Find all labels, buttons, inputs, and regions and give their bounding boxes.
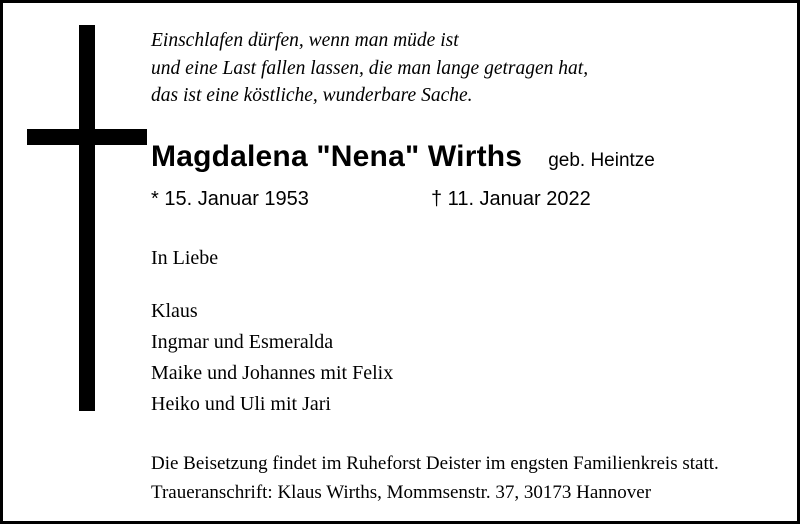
cross-icon [21, 21, 151, 421]
verse-line-2: und eine Last fallen lassen, die man lange getragen hat, [151, 57, 589, 79]
mourners-list [151, 296, 781, 420]
funeral-note: Die Beisetzung findet im Ruheforst Deister im engsten Familienkreis statt. [151, 453, 719, 475]
memorial-verse [151, 27, 781, 110]
cross-vertical-bar [79, 25, 95, 411]
address-note: Traueranschrift: Klaus Wirths, Mommsenstr. 37, 30173 Hannover [151, 481, 652, 503]
verse-line-3: das ist eine köstliche, wunderbare Sache. [151, 85, 473, 107]
maiden-name: geb. Heintze [548, 150, 655, 172]
birth-date: * 15. Januar 1953 [151, 188, 309, 211]
verse-line-1: Einschlafen dürfen, wenn man müde ist [151, 30, 459, 51]
mourner-line-2: Ingmar und Esmeralda [151, 331, 334, 354]
life-dates [151, 188, 781, 211]
mourner-line-3: Maike und Johannes mit Felix [151, 362, 394, 385]
mourner-line-4: Heiko und Uli mit Jari [151, 393, 331, 416]
notice-content [151, 27, 781, 507]
deceased-name: Magdalena "Nena" Wirths [151, 140, 523, 174]
notice-footer [151, 450, 781, 507]
in-love-label: In Liebe [151, 247, 219, 270]
deceased-name-row [151, 140, 781, 174]
death-date: † 11. Januar 2022 [431, 188, 591, 211]
cross-horizontal-bar [27, 129, 147, 145]
mourner-line-1: Klaus [151, 300, 198, 323]
